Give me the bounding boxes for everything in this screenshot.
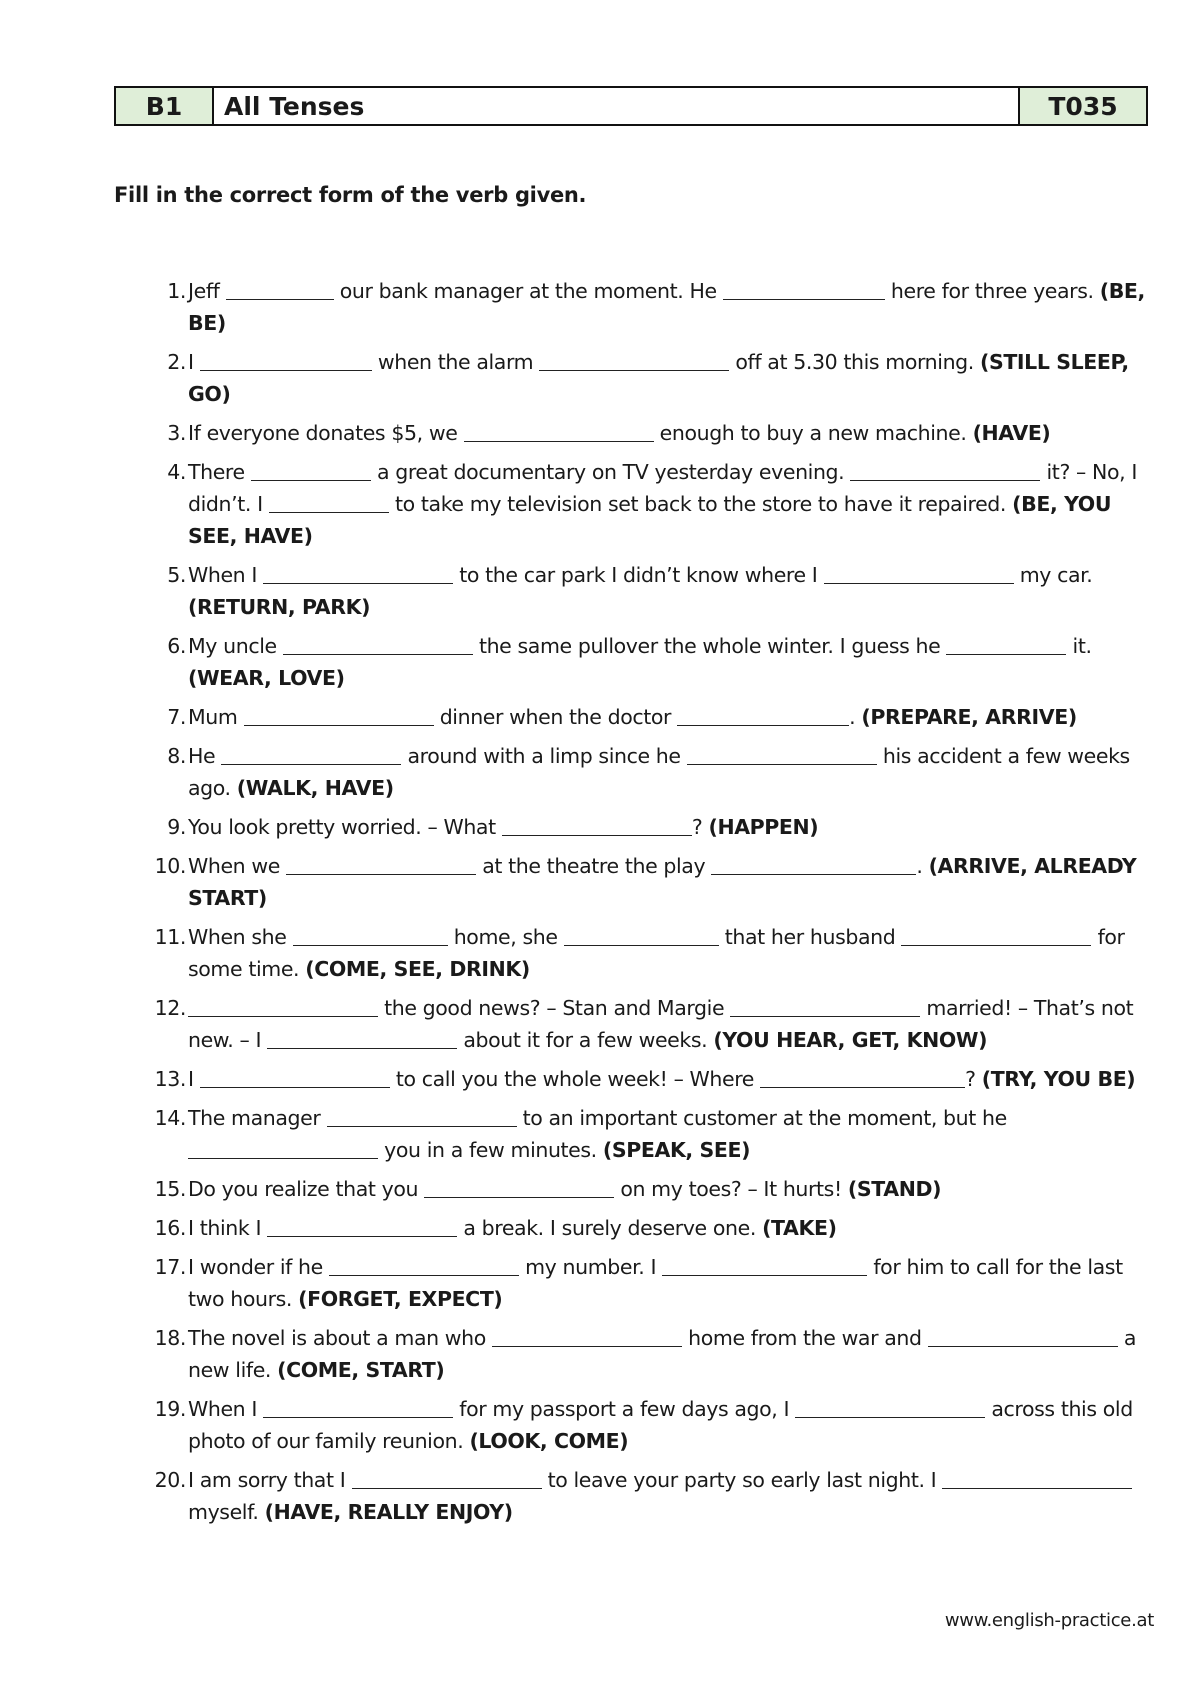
sentence-fragment: his accident a few weeks ago.: [188, 744, 1130, 800]
verb-hint: (WEAR, LOVE): [188, 666, 345, 690]
sentence-fragment: when the alarm: [371, 350, 540, 374]
sentence-fragment: a break. I surely deserve one.: [457, 1216, 763, 1240]
verb-hint: (YOU HEAR, GET, KNOW): [713, 1028, 988, 1052]
verb-hint: (STILL SLEEP, GO): [188, 350, 1129, 406]
answer-blank[interactable]: [200, 346, 372, 371]
exercise-number: 12.: [154, 996, 186, 1020]
verb-hint: (ARRIVE, ALREADY START): [188, 854, 1137, 910]
sentence-fragment: When we: [188, 854, 287, 878]
sentence-fragment: to call you the whole week! – Where: [389, 1067, 761, 1091]
exercise-text: [186, 1212, 1150, 1244]
worksheet-header: [114, 86, 1148, 126]
exercise-number: 1.: [167, 279, 186, 303]
exercise-number: 13.: [154, 1067, 186, 1091]
sentence-fragment: my car.: [1013, 563, 1093, 587]
sentence-fragment: our bank manager at the moment. He: [333, 279, 723, 303]
exercise-text: [186, 630, 1150, 694]
exercise-number: 8.: [167, 744, 186, 768]
sentence-fragment: for some time.: [188, 925, 1125, 981]
sentence-fragment: it.: [1066, 634, 1092, 658]
sentence-fragment: married! – That’s not new. – I: [188, 996, 1134, 1052]
answer-blank[interactable]: [424, 1173, 614, 1198]
exercise-text: [186, 1464, 1150, 1528]
answer-blank[interactable]: [464, 417, 654, 442]
exercise-text: [186, 811, 1150, 843]
exercise-text: [186, 1251, 1150, 1315]
verb-hint: (WALK, HAVE): [236, 776, 394, 800]
exercise-number: 17.: [154, 1255, 186, 1279]
answer-blank[interactable]: [901, 921, 1091, 946]
sentence-fragment: .: [916, 854, 929, 878]
sentence-fragment: home, she: [447, 925, 564, 949]
exercise-text: [186, 559, 1150, 623]
sentence-fragment: about it for a few weeks.: [457, 1028, 714, 1052]
exercise-item: [130, 1063, 1150, 1095]
exercise-item: [130, 630, 1150, 694]
sentence-fragment: When she: [188, 925, 293, 949]
sentence-fragment: When I: [188, 563, 264, 587]
exercise-text: [186, 992, 1150, 1056]
verb-hint: (TAKE): [762, 1216, 837, 1240]
instruction: Fill in the correct form of the verb given.: [114, 183, 587, 207]
exercise-item: [130, 1322, 1150, 1386]
sentence-fragment: The manager: [188, 1106, 327, 1130]
level-badge: B1: [116, 88, 214, 124]
exercise-text: [186, 1063, 1150, 1095]
answer-blank[interactable]: [267, 1024, 457, 1049]
sentence-fragment: a great documentary on TV yesterday evening.: [370, 460, 851, 484]
exercise-text: [186, 1102, 1150, 1166]
exercise-text: [186, 1322, 1150, 1386]
footer-url: www.english-practice.at: [944, 1610, 1154, 1631]
sentence-fragment: that her husband: [718, 925, 902, 949]
answer-blank[interactable]: [251, 456, 371, 481]
sentence-fragment: Mum: [188, 705, 244, 729]
answer-blank[interactable]: [244, 701, 434, 726]
exercise-item: [130, 346, 1150, 410]
verb-hint: (BE, YOU SEE, HAVE): [188, 492, 1112, 548]
exercise-number: 15.: [154, 1177, 186, 1201]
answer-blank[interactable]: [269, 488, 389, 513]
sentence-fragment: He: [188, 744, 222, 768]
sentence-fragment: to take my television set back to the store to have it repaired.: [388, 492, 1013, 516]
answer-blank[interactable]: [850, 456, 1040, 481]
exercise-number: 19.: [154, 1397, 186, 1421]
exercise-item: [130, 559, 1150, 623]
verb-hint: (STAND): [847, 1177, 942, 1201]
exercise-number: 16.: [154, 1216, 186, 1240]
answer-blank[interactable]: [723, 275, 885, 300]
answer-blank[interactable]: [564, 921, 719, 946]
exercise-item: [130, 275, 1150, 339]
answer-blank[interactable]: [226, 275, 334, 300]
exercise-text: [186, 456, 1150, 552]
exercise-number: 10.: [154, 854, 186, 878]
worksheet-title: All Tenses: [224, 91, 365, 121]
exercise-number: 14.: [154, 1106, 186, 1130]
sentence-fragment: to the car park I didn’t know where I: [453, 563, 824, 587]
exercise-number: 6.: [167, 634, 186, 658]
answer-blank[interactable]: [327, 1102, 517, 1127]
sentence-fragment: across this old photo of our family reunion.: [188, 1397, 1133, 1453]
exercise-item: [130, 1464, 1150, 1528]
exercise-text: [186, 1393, 1150, 1457]
sentence-fragment: for him to call for the last two hours.: [188, 1255, 1123, 1311]
exercise-item: [130, 456, 1150, 552]
sentence-fragment: around with a limp since he: [401, 744, 687, 768]
sentence-fragment: ?: [691, 815, 709, 839]
exercise-number: 3.: [167, 421, 186, 445]
answer-blank[interactable]: [283, 630, 473, 655]
verb-hint: (SPEAK, SEE): [602, 1138, 751, 1162]
exercise-item: [130, 740, 1150, 804]
answer-blank[interactable]: [687, 740, 877, 765]
exercise-number: 2.: [167, 350, 186, 374]
sentence-fragment: I wonder if he: [188, 1255, 329, 1279]
answer-blank[interactable]: [539, 346, 729, 371]
verb-hint: (FORGET, EXPECT): [298, 1287, 503, 1311]
sentence-fragment: .: [849, 705, 862, 729]
exercise-number: 11.: [154, 925, 186, 949]
sentence-fragment: off at 5.30 this morning.: [729, 350, 981, 374]
sentence-fragment: Jeff: [188, 279, 226, 303]
verb-hint: (HAPPEN): [708, 815, 819, 839]
exercise-number: 18.: [154, 1326, 186, 1350]
answer-blank[interactable]: [760, 1063, 965, 1088]
exercise-item: [130, 850, 1150, 914]
exercise-item: [130, 992, 1150, 1056]
answer-blank[interactable]: [711, 850, 916, 875]
answer-blank[interactable]: [329, 1251, 519, 1276]
answer-blank[interactable]: [662, 1251, 867, 1276]
exercise-item: [130, 1393, 1150, 1457]
answer-blank[interactable]: [263, 1393, 453, 1418]
answer-blank[interactable]: [492, 1322, 682, 1347]
exercise-text: [186, 850, 1150, 914]
answer-blank[interactable]: [795, 1393, 985, 1418]
exercise-text: [186, 417, 1150, 449]
exercise-list: [130, 275, 1150, 1535]
answer-blank[interactable]: [824, 559, 1014, 584]
sentence-fragment: to an important customer at the moment, but he: [516, 1106, 1007, 1130]
sentence-fragment: When I: [188, 1397, 264, 1421]
exercise-item: [130, 1251, 1150, 1315]
sentence-fragment: for my passport a few days ago, I: [453, 1397, 796, 1421]
verb-hint: (PREPARE, ARRIVE): [861, 705, 1077, 729]
exercise-number: 20.: [154, 1468, 186, 1492]
answer-blank[interactable]: [677, 701, 849, 726]
verb-hint: (COME, SEE, DRINK): [305, 957, 530, 981]
answer-blank[interactable]: [221, 740, 401, 765]
answer-blank[interactable]: [286, 850, 476, 875]
sentence-fragment: myself.: [188, 1500, 265, 1524]
answer-blank[interactable]: [502, 811, 692, 836]
sentence-fragment: at the theatre the play: [476, 854, 712, 878]
answer-blank[interactable]: [200, 1063, 390, 1088]
answer-blank[interactable]: [263, 559, 453, 584]
sentence-fragment: the good news? – Stan and Margie: [378, 996, 731, 1020]
answer-blank[interactable]: [188, 1134, 378, 1159]
exercise-item: [130, 1212, 1150, 1244]
answer-blank[interactable]: [730, 992, 920, 1017]
sentence-fragment: the same pullover the whole winter. I guess he: [472, 634, 947, 658]
verb-hint: (LOOK, COME): [469, 1429, 629, 1453]
exercise-text: [186, 1173, 1150, 1205]
verb-hint: (TRY, YOU BE): [981, 1067, 1136, 1091]
sentence-fragment: to leave your party so early last night. I: [541, 1468, 943, 1492]
answer-blank[interactable]: [267, 1212, 457, 1237]
sentence-fragment: I am sorry that I: [188, 1468, 352, 1492]
exercise-item: [130, 417, 1150, 449]
exercise-text: [186, 740, 1150, 804]
exercise-text: [186, 701, 1150, 733]
exercise-number: 9.: [167, 815, 186, 839]
verb-hint: (RETURN, PARK): [188, 595, 371, 619]
sentence-fragment: enough to buy a new machine.: [653, 421, 973, 445]
answer-blank[interactable]: [942, 1464, 1132, 1489]
sentence-fragment: ?: [965, 1067, 982, 1091]
sentence-fragment: If everyone donates $5, we: [188, 421, 464, 445]
sentence-fragment: My uncle: [188, 634, 283, 658]
exercise-item: [130, 701, 1150, 733]
sentence-fragment: on my toes? – It hurts!: [614, 1177, 848, 1201]
sentence-fragment: my number. I: [518, 1255, 663, 1279]
sentence-fragment: home from the war and: [682, 1326, 928, 1350]
exercise-text: [186, 921, 1150, 985]
answer-blank[interactable]: [946, 630, 1066, 655]
sentence-fragment: The novel is about a man who: [188, 1326, 493, 1350]
answer-blank[interactable]: [188, 992, 378, 1017]
sentence-fragment: it? – No, I didn’t. I: [188, 460, 1137, 516]
verb-hint: (HAVE): [972, 421, 1051, 445]
exercise-item: [130, 921, 1150, 985]
sentence-fragment: I: [188, 1067, 200, 1091]
answer-blank[interactable]: [928, 1322, 1118, 1347]
sentence-fragment: a new life.: [188, 1326, 1137, 1382]
sentence-fragment: You look pretty worried. – What: [188, 815, 502, 839]
exercise-number: 4.: [167, 460, 186, 484]
answer-blank[interactable]: [293, 921, 448, 946]
sentence-fragment: I think I: [188, 1216, 268, 1240]
exercise-item: [130, 1102, 1150, 1166]
verb-hint: (BE, BE): [188, 279, 1145, 335]
sentence-fragment: you in a few minutes.: [378, 1138, 603, 1162]
exercise-item: [130, 811, 1150, 843]
worksheet-code: T035: [1018, 88, 1146, 124]
answer-blank[interactable]: [352, 1464, 542, 1489]
sentence-fragment: here for three years.: [884, 279, 1100, 303]
verb-hint: (HAVE, REALLY ENJOY): [264, 1500, 513, 1524]
exercise-text: [186, 275, 1150, 339]
sentence-fragment: I: [188, 350, 200, 374]
exercise-item: [130, 1173, 1150, 1205]
exercise-text: [186, 346, 1150, 410]
sentence-fragment: Do you realize that you: [188, 1177, 425, 1201]
exercise-number: 5.: [167, 563, 186, 587]
sentence-fragment: There: [188, 460, 251, 484]
sentence-fragment: dinner when the doctor: [433, 705, 678, 729]
exercise-number: 7.: [167, 705, 186, 729]
verb-hint: (COME, START): [277, 1358, 445, 1382]
